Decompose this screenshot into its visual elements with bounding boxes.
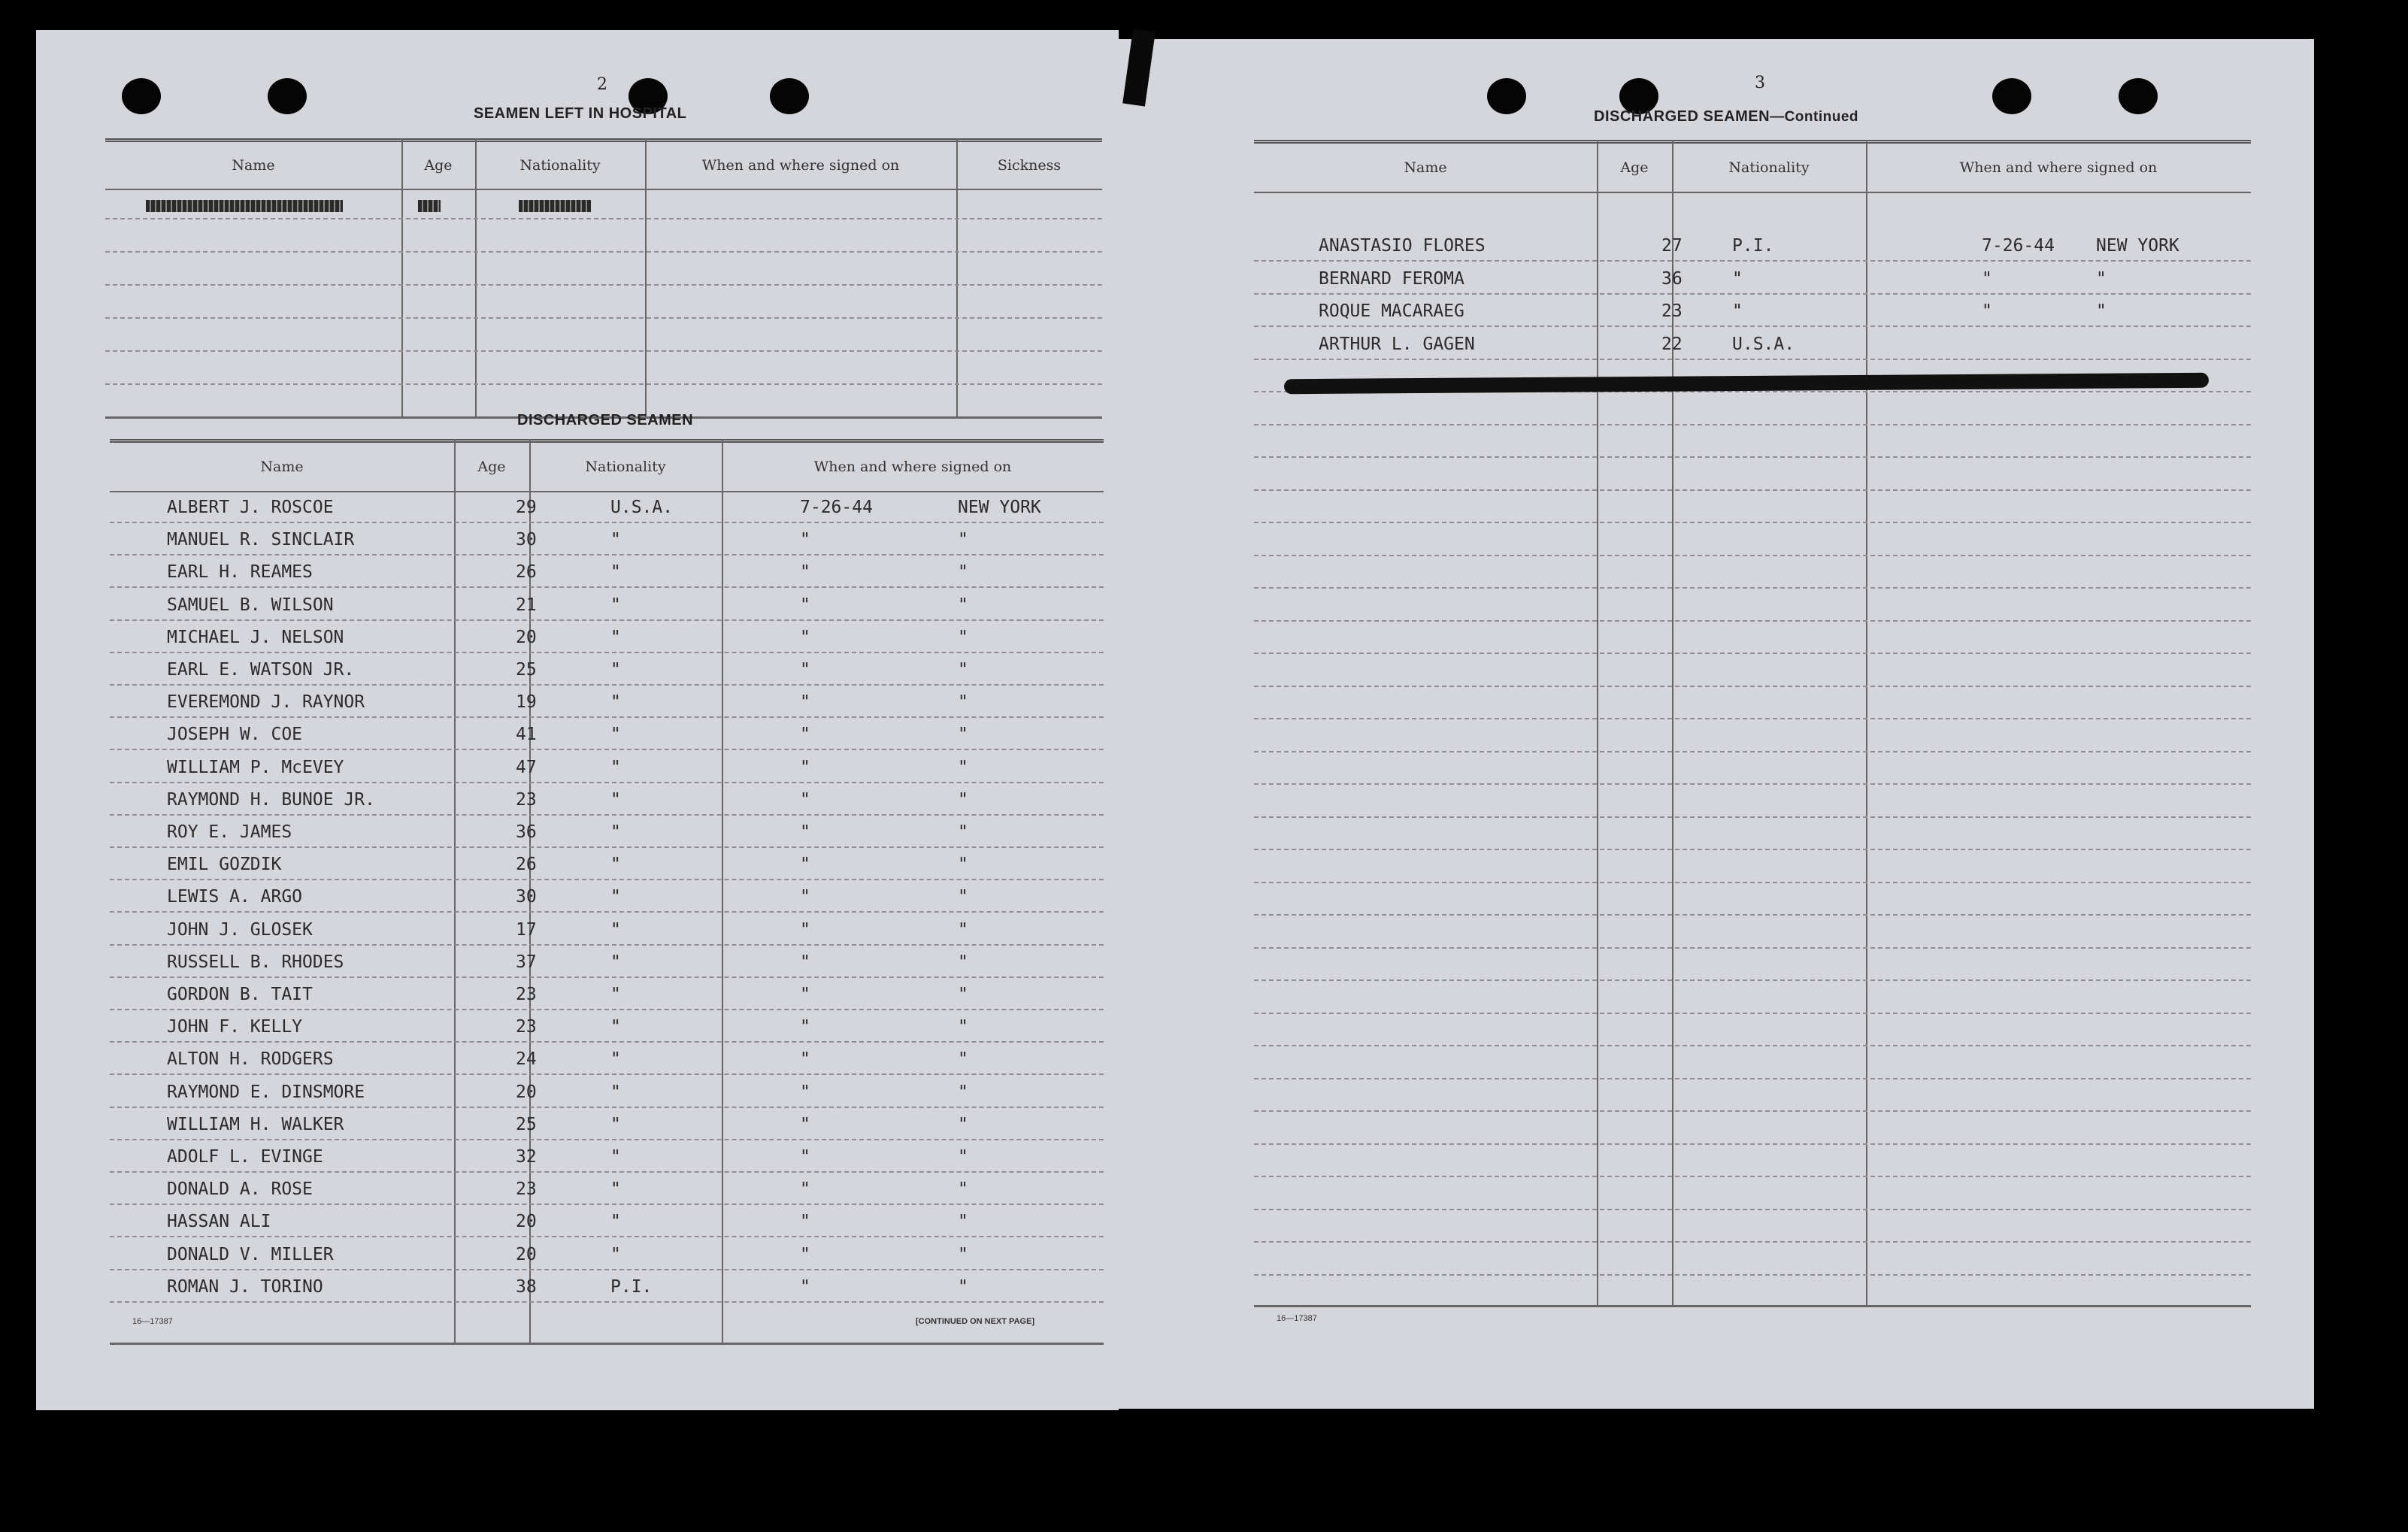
cell-age: 22 <box>1661 334 1683 354</box>
cell-age: 37 <box>516 952 537 972</box>
cell-name: DONALD V. MILLER <box>167 1244 334 1264</box>
row-rule <box>1254 1110 2251 1112</box>
cell-nationality: " <box>610 562 621 583</box>
cell-nationality: " <box>610 855 621 875</box>
cell-age: 21 <box>516 595 537 615</box>
cell-nationality: U.S.A. <box>610 498 674 517</box>
row-rule <box>1254 1209 2251 1210</box>
cell-place: " <box>958 919 968 940</box>
cell-name: WILLIAM H. WALKER <box>167 1114 344 1134</box>
header-signed-on: When and where signed on <box>701 157 900 174</box>
row-rule <box>110 814 1104 816</box>
cell-place: " <box>958 562 968 583</box>
cell-date: " <box>800 757 810 777</box>
row-rule <box>1254 979 2251 981</box>
row-rule <box>110 976 1104 978</box>
row-rule <box>110 1107 1104 1108</box>
cell-nationality: " <box>610 919 621 940</box>
punch-hole <box>2119 78 2158 114</box>
cell-name: RAYMOND H. BUNOE JR. <box>167 789 375 810</box>
cell-age: 30 <box>516 887 537 907</box>
cell-age: 25 <box>516 1114 537 1134</box>
punch-hole <box>268 78 307 114</box>
cell-nationality: " <box>610 1114 621 1134</box>
title-text: DISCHARGED SEAMEN <box>1594 108 1770 125</box>
cell-name: ALTON H. RODGERS <box>167 1049 334 1070</box>
punch-hole <box>1992 78 2031 114</box>
header-name: Name <box>232 157 275 174</box>
table-header <box>110 439 1104 492</box>
cell-nationality: " <box>610 595 621 615</box>
row-rule <box>110 1073 1104 1075</box>
row-rule <box>110 1269 1104 1270</box>
row-rule <box>110 749 1104 750</box>
cell-place: " <box>958 595 968 615</box>
form-number: 16—17387 <box>132 1317 173 1326</box>
cell-place: " <box>958 1276 968 1297</box>
row-rule <box>1254 260 2251 262</box>
cell-nationality: " <box>610 1049 621 1070</box>
table-header <box>1254 140 2251 193</box>
cell-place: " <box>958 1147 968 1167</box>
cell-name: ROY E. JAMES <box>167 822 292 842</box>
cell-age: 17 <box>516 919 537 940</box>
cell-name: MICHAEL J. NELSON <box>167 627 344 647</box>
cell-place: " <box>958 627 968 647</box>
cell-date: " <box>800 627 810 647</box>
cell-name: ALBERT J. ROSCOE <box>167 498 334 517</box>
cell-place: " <box>958 692 968 713</box>
header-age: Age <box>477 459 506 475</box>
cell-date: " <box>800 660 810 680</box>
cell-name: JOHN J. GLOSEK <box>167 919 313 940</box>
cell-date: " <box>800 725 810 745</box>
right-page <box>1119 39 2314 1409</box>
cell-age: 36 <box>516 822 537 842</box>
row-rule <box>110 911 1104 913</box>
cell-name: JOHN F. KELLY <box>167 1017 303 1037</box>
row-rule <box>1254 325 2251 327</box>
cell-nationality: " <box>1732 268 1743 289</box>
row-rule <box>110 846 1104 848</box>
cell-age: 23 <box>516 1017 537 1037</box>
cell-place: " <box>958 822 968 842</box>
cell-date: " <box>800 1049 810 1070</box>
row-rule <box>1254 686 2251 687</box>
row-rule <box>110 1171 1104 1173</box>
cell-age: 20 <box>516 1212 537 1232</box>
header-signed-on: When and where signed on <box>813 459 1012 475</box>
cell-date: " <box>800 1244 810 1264</box>
cell-nationality: " <box>610 1244 621 1264</box>
cell-nationality: " <box>610 530 621 550</box>
row-rule <box>110 1139 1104 1140</box>
cell-age: 20 <box>516 627 537 647</box>
cell-date: " <box>800 919 810 940</box>
cell-place: " <box>958 530 968 550</box>
header-name: Name <box>1404 159 1447 176</box>
cell-date: " <box>800 1017 810 1037</box>
cell-place: " <box>958 1212 968 1232</box>
cell-age: 24 <box>516 1049 537 1070</box>
cell-nationality: U.S.A. <box>1732 334 1795 354</box>
row-rule <box>1254 947 2251 949</box>
cell-date: " <box>800 530 810 550</box>
cell-nationality: " <box>610 725 621 745</box>
cell-age: 23 <box>516 985 537 1004</box>
cell-age: 38 <box>516 1276 537 1297</box>
row-rule <box>110 1009 1104 1010</box>
row-rule <box>110 619 1104 621</box>
cell-place: " <box>958 1244 968 1264</box>
row-rule <box>1254 456 2251 458</box>
cell-name: ARTHUR L. GAGEN <box>1319 334 1475 354</box>
cell-place: " <box>958 1114 968 1134</box>
cell-date: " <box>1982 301 1992 321</box>
row-rule <box>1254 1078 2251 1079</box>
cell-name: ROQUE MACARAEG <box>1319 301 1464 321</box>
cell-place: NEW YORK <box>2096 236 2179 256</box>
row-rule <box>110 684 1104 686</box>
punch-hole <box>122 78 161 114</box>
cell-date: " <box>800 789 810 810</box>
cell-date: 7-26-44 <box>800 498 873 517</box>
row-rule <box>1254 914 2251 916</box>
row-rule <box>1254 555 2251 556</box>
cell-nationality: " <box>610 692 621 713</box>
row-rule <box>110 1236 1104 1237</box>
cell-place: " <box>958 757 968 777</box>
cell-age: 23 <box>1661 301 1683 321</box>
cell-nationality: " <box>610 757 621 777</box>
cell-age: 26 <box>516 855 537 875</box>
cell-date: " <box>800 1147 810 1167</box>
punch-hole <box>1487 78 1526 114</box>
cell-age: 26 <box>516 562 537 583</box>
cell-nationality: " <box>610 887 621 907</box>
row-rule <box>110 944 1104 946</box>
row-rule <box>1254 816 2251 818</box>
page-number: 2 <box>597 75 607 94</box>
cell-name: RAYMOND E. DINSMORE <box>167 1082 365 1102</box>
cell-age: 47 <box>516 757 537 777</box>
row-rule <box>1254 293 2251 295</box>
page-number: 3 <box>1755 74 1765 92</box>
cell-date: " <box>800 822 810 842</box>
header-nationality: Nationality <box>585 459 666 475</box>
row-rule <box>110 652 1104 653</box>
cell-name: BERNARD FEROMA <box>1319 268 1464 289</box>
row-rule <box>1254 751 2251 752</box>
row-rule <box>1254 359 2251 360</box>
cell-age: 29 <box>516 498 537 517</box>
cell-nationality: " <box>610 1212 621 1232</box>
cell-nationality: " <box>610 627 621 647</box>
cell-date: " <box>800 952 810 972</box>
discharged-continued-title <box>1594 108 1858 126</box>
hospital-section-title: SEAMEN LEFT IN HOSPITAL <box>474 105 687 122</box>
row-rule <box>1254 587 2251 589</box>
cell-date: " <box>800 985 810 1004</box>
row-rule <box>1254 424 2251 425</box>
form-number: 16—17387 <box>1277 1314 1317 1323</box>
cell-age: 19 <box>516 692 537 713</box>
cell-age: 36 <box>1661 268 1683 289</box>
cell-date: " <box>800 1179 810 1200</box>
cell-age: 27 <box>1661 236 1683 256</box>
cell-age: 30 <box>516 530 537 550</box>
cell-name: LEWIS A. ARGO <box>167 887 303 907</box>
row-rule <box>110 782 1104 783</box>
cell-name: GORDON B. TAIT <box>167 985 313 1004</box>
cell-date: " <box>800 595 810 615</box>
cell-place: " <box>958 660 968 680</box>
discharged-table <box>110 439 1104 1356</box>
row-rule <box>1254 620 2251 622</box>
cell-place: " <box>2096 301 2107 321</box>
table-header <box>105 138 1102 190</box>
cell-name: WILLIAM P. McEVEY <box>167 757 344 777</box>
cell-place: " <box>958 985 968 1004</box>
cell-name: EVEREMOND J. RAYNOR <box>167 692 365 713</box>
cell-place: " <box>958 952 968 972</box>
row-rule <box>110 522 1104 523</box>
row-rule <box>1254 1143 2251 1145</box>
cell-age: 23 <box>516 789 537 810</box>
cell-name: DONALD A. ROSE <box>167 1179 313 1200</box>
row-rule <box>1254 652 2251 654</box>
row-rule <box>110 879 1104 880</box>
cell-place: " <box>2096 268 2107 289</box>
cell-age: 41 <box>516 725 537 745</box>
hospital-table <box>105 138 1102 424</box>
cell-nationality: P.I. <box>610 1276 653 1297</box>
row-rule <box>1254 1274 2251 1276</box>
row-rule <box>1254 783 2251 785</box>
cell-age: 20 <box>516 1244 537 1264</box>
cell-name: EARL H. REAMES <box>167 562 313 583</box>
row-rule <box>1254 1241 2251 1243</box>
row-rule <box>110 586 1104 588</box>
cell-name: JOSEPH W. COE <box>167 725 303 745</box>
row-rule <box>1254 882 2251 883</box>
redacted-name <box>146 200 343 212</box>
header-name: Name <box>260 459 304 475</box>
cell-date: " <box>800 855 810 875</box>
cell-age: 25 <box>516 660 537 680</box>
cell-age: 32 <box>516 1147 537 1167</box>
cell-place: " <box>958 855 968 875</box>
cell-nationality: " <box>610 789 621 810</box>
cell-nationality: " <box>610 1082 621 1102</box>
redacted-age <box>418 200 441 212</box>
cell-place: " <box>958 1082 968 1102</box>
cell-place: NEW YORK <box>958 498 1041 517</box>
cell-age: 20 <box>516 1082 537 1102</box>
redacted-nationality <box>519 200 591 212</box>
title-suffix: —Continued <box>1770 109 1859 125</box>
header-signed-on: When and where signed on <box>1959 159 2158 176</box>
cell-name: EARL E. WATSON JR. <box>167 660 355 680</box>
cell-name: ROMAN J. TORINO <box>167 1276 323 1297</box>
cell-date: " <box>800 887 810 907</box>
cell-date: " <box>1982 268 1992 289</box>
cell-date: " <box>800 1276 810 1297</box>
row-rule <box>110 1203 1104 1205</box>
cell-nationality: " <box>610 822 621 842</box>
cell-nationality: " <box>610 660 621 680</box>
row-rule <box>110 716 1104 718</box>
row-rule <box>1254 489 2251 491</box>
header-nationality: Nationality <box>519 157 601 174</box>
discharged-continued-table <box>1254 140 2251 1350</box>
cell-age: 23 <box>516 1179 537 1200</box>
header-age: Age <box>1620 159 1649 176</box>
cell-place: " <box>958 1049 968 1070</box>
row-rule <box>110 1041 1104 1043</box>
cell-nationality: " <box>610 1179 621 1200</box>
continued-note: [CONTINUED ON NEXT PAGE] <box>916 1317 1035 1326</box>
cell-nationality: " <box>610 1147 621 1167</box>
cell-name: SAMUEL B. WILSON <box>167 595 334 615</box>
header-sickness: Sickness <box>997 157 1062 174</box>
cell-nationality: P.I. <box>1732 236 1774 256</box>
punch-hole <box>770 78 809 114</box>
cell-nationality: " <box>610 1017 621 1037</box>
cell-nationality: " <box>610 952 621 972</box>
row-rule <box>110 554 1104 556</box>
row-rule <box>1254 1176 2251 1177</box>
cell-date: " <box>800 1114 810 1134</box>
cell-name: RUSSELL B. RHODES <box>167 952 344 972</box>
cell-place: " <box>958 725 968 745</box>
cell-date: " <box>800 562 810 583</box>
header-nationality: Nationality <box>1728 159 1810 176</box>
cell-name: MANUEL R. SINCLAIR <box>167 530 355 550</box>
cell-name: ANASTASIO FLORES <box>1319 236 1486 256</box>
cell-name: HASSAN ALI <box>167 1212 271 1232</box>
cell-name: EMIL GOZDIK <box>167 855 282 875</box>
row-rule <box>1254 522 2251 523</box>
cell-date: " <box>800 692 810 713</box>
cell-name: ADOLF L. EVINGE <box>167 1147 323 1167</box>
row-rule <box>110 1301 1104 1303</box>
cell-place: " <box>958 789 968 810</box>
row-rule <box>1254 1045 2251 1046</box>
header-age: Age <box>424 157 453 174</box>
left-page <box>36 30 1119 1410</box>
cell-place: " <box>958 887 968 907</box>
row-rule <box>1254 1013 2251 1014</box>
cell-date: " <box>800 1082 810 1102</box>
discharged-section-title: DISCHARGED SEAMEN <box>517 412 694 428</box>
row-rule <box>1254 718 2251 719</box>
row-rule <box>1254 849 2251 850</box>
cell-nationality: " <box>1732 301 1743 321</box>
cell-date: 7-26-44 <box>1982 236 2055 256</box>
cell-place: " <box>958 1017 968 1037</box>
cell-nationality: " <box>610 985 621 1004</box>
cell-place: " <box>958 1179 968 1200</box>
cell-date: " <box>800 1212 810 1232</box>
